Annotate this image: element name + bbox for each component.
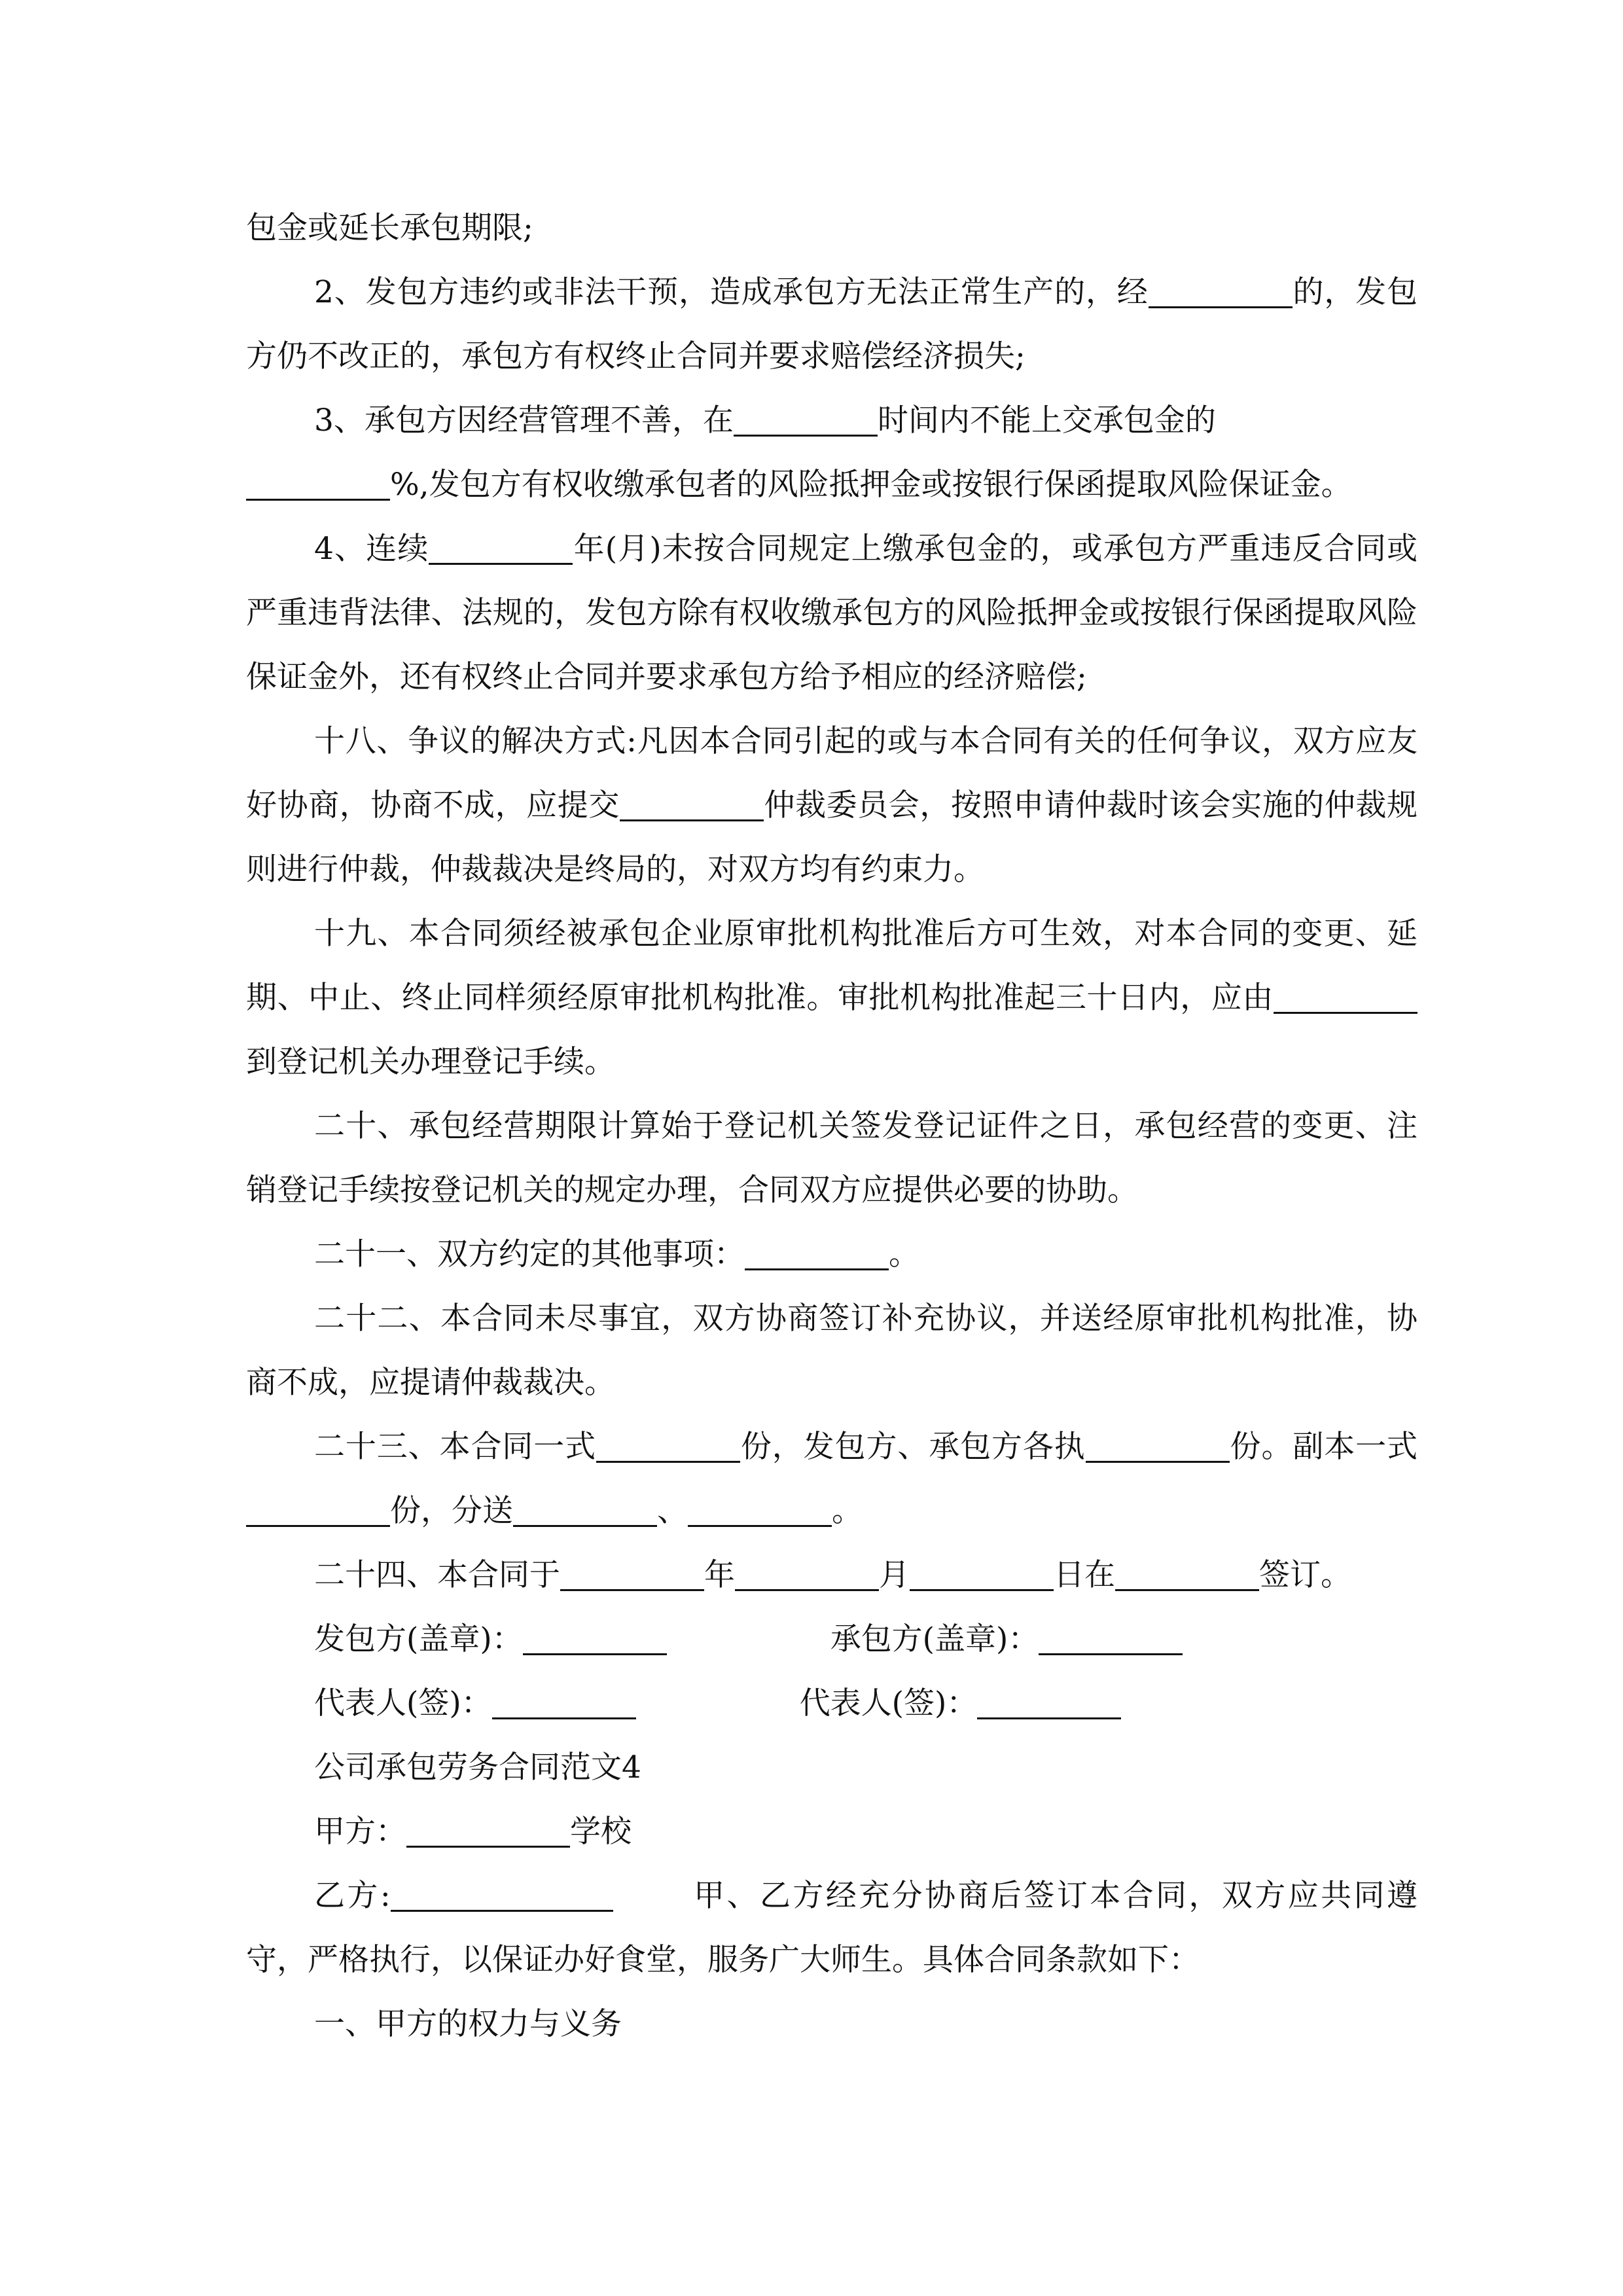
text-segment: 2、发包方违约或非法干预，造成承包方无法正常生产的，经: [314, 274, 1149, 310]
text-segment: 份，发包方、承包方各执: [740, 1429, 1086, 1465]
party-b-seal: [830, 1607, 1183, 1672]
fill-blank: [560, 1557, 704, 1591]
text-line: 包金或延长承包期限;: [246, 210, 533, 246]
text-segment: 4、连续: [314, 531, 429, 567]
label: 发包方(盖章)：: [314, 1621, 523, 1657]
fill-blank: [620, 787, 764, 821]
fill-blank: [406, 1814, 570, 1848]
fill-blank: [910, 1557, 1054, 1591]
text-segment: %,发包方有权收缴承包者的风险抵押金或按银行保函提取风险保证金。: [390, 467, 1352, 503]
clause-24: [246, 1543, 1418, 1607]
fill-blank: [688, 1493, 832, 1527]
party-a-seal: [314, 1607, 667, 1672]
paragraph-continuation: [246, 196, 1418, 260]
text-segment: 仲裁委员会，按照申请仲裁时该会实施的仲裁规则进行仲裁，仲裁裁决是终局的，对双方均有约束力。: [246, 787, 1418, 888]
clause-22: [246, 1287, 1418, 1415]
text-segment: 3、承包方因经营管理不善，在: [314, 403, 734, 439]
text-segment: 签订。: [1259, 1557, 1351, 1593]
rep-a: [314, 1672, 636, 1736]
label: 承包方(盖章)：: [830, 1621, 1039, 1657]
fill-blank: [391, 1878, 613, 1912]
label: 乙方:: [314, 1878, 391, 1914]
fill-blank: [429, 531, 573, 565]
section-title: [246, 1736, 1418, 1800]
fill-blank: [1149, 274, 1293, 308]
text-segment: 。: [832, 1493, 863, 1529]
label: 甲方：: [314, 1814, 406, 1850]
text-segment: 日在: [1054, 1557, 1115, 1593]
text-segment: 二十一、双方约定的其他事项：: [314, 1236, 745, 1272]
text-segment: 份。副本一式: [1229, 1429, 1418, 1465]
rep-b: [800, 1672, 1122, 1736]
text-segment: 。: [889, 1236, 919, 1272]
text-segment: 年(月)未按合同规定上缴承包金的，或承包方严重违反合同或严重违背法律、法规的，发包方除有权收缴承包方的风险抵押金或按银行保函提取风险保证金外，还有权终止合同并要求承包方给予相应的经济赔偿;: [246, 531, 1418, 695]
fill-blank: [734, 403, 878, 437]
text-segment: 的，发包方仍不改正的，承包方有权终止合同并要求赔偿经济损失;: [246, 274, 1418, 374]
fill-blank: [513, 1493, 657, 1527]
fill-blank: [246, 1493, 390, 1527]
text-segment: 十九、本合同须经被承包企业原审批机构批准后方可生效，对本合同的变更、延期、中止、终止同样须经原审批机构批准。审批机构批准起三十日内，应由: [246, 916, 1418, 1016]
fill-blank: [1086, 1429, 1230, 1463]
text-segment: 份，分送: [390, 1493, 513, 1529]
clause-21: [246, 1223, 1418, 1287]
text-segment: 到登记机关办理登记手续。: [246, 1044, 615, 1080]
clause-23: [246, 1415, 1418, 1543]
signature-row-rep: [246, 1672, 1418, 1736]
text-segment: 年: [704, 1557, 735, 1593]
text-segment: 十八、争议的解决方式:凡因本合同引起的或与本合同有关的任何争议，双方应友好协商，协商不成，应提交: [246, 723, 1418, 823]
fill-blank: [1274, 980, 1418, 1014]
clause-20: [246, 1094, 1418, 1223]
fill-blank: [735, 1557, 879, 1591]
text-segment: 月: [879, 1557, 910, 1593]
clause-17-item-4: [246, 517, 1418, 709]
clause-18: [246, 709, 1418, 902]
section-item-1: [246, 1992, 1418, 2056]
fill-blank: [745, 1236, 889, 1270]
text-segment: 时间内不能上交承包金的: [877, 403, 1216, 439]
clause-17-item-3: [246, 389, 1418, 517]
text-segment: 二十四、本合同于: [314, 1557, 560, 1593]
fill-blank: [596, 1429, 740, 1463]
label: 代表人(签)：: [799, 1685, 978, 1721]
clause-19: [246, 902, 1418, 1094]
text-segment: 、: [657, 1493, 688, 1529]
text-segment: 甲、乙方经充分协商后签订本合同，双方应共同遵守，严格执行，以保证办好食堂，服务广大师生。具体合同条款如下：: [246, 1878, 1418, 1978]
clause-17-item-2: [246, 260, 1418, 389]
fill-blank: [1115, 1557, 1259, 1591]
text-segment: 二十二、本合同未尽事宜，双方协商签订补充协议，并送经原审批机构批准，协商不成，应提请仲裁裁决。: [246, 1300, 1418, 1401]
party-jia: [246, 1800, 1418, 1864]
text-segment: 一、甲方的权力与义务: [314, 2006, 622, 2042]
fill-blank: [1039, 1621, 1183, 1655]
party-yi: [246, 1864, 1418, 1992]
fill-blank: [246, 467, 390, 501]
text-segment: 学校: [570, 1814, 632, 1850]
heading: 公司承包劳务合同范文4: [314, 1749, 641, 1785]
text-segment: 二十三、本合同一式: [314, 1429, 596, 1465]
fill-blank: [977, 1685, 1121, 1719]
label: 代表人(签)：: [314, 1685, 492, 1721]
text-segment: 二十、承包经营期限计算始于登记机关签发登记证件之日，承包经营的变更、注销登记手续按登记机关的规定办理，合同双方应提供必要的协助。: [246, 1108, 1418, 1208]
fill-blank: [523, 1621, 667, 1655]
signature-row-seal: [246, 1607, 1418, 1672]
fill-blank: [492, 1685, 636, 1719]
document-page: [246, 196, 1418, 2056]
